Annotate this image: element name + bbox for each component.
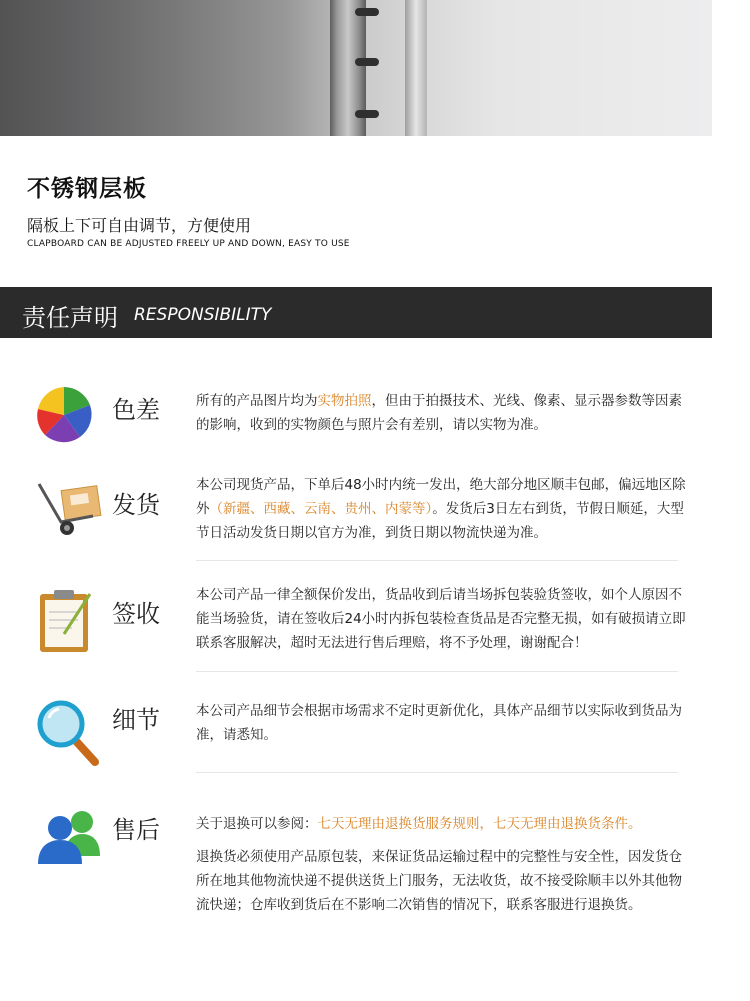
magnifier-icon — [37, 700, 103, 772]
banner-title-en: RESPONSIBILITY — [134, 305, 272, 325]
product-photo — [0, 0, 712, 136]
users-icon — [38, 808, 100, 870]
section-label: 色差 — [112, 396, 160, 424]
divider — [196, 671, 678, 672]
page-subtitle: 隔板上下可自由调节，方便使用 — [27, 216, 252, 235]
section-text: 本公司产品一律全额保价发出，货品收到后请当场拆包装验货签收，如个人原因不能当场验货，请在签收后24小时内拆包装检查货品是否完整无损，如有破损请立即联系客服解决，超时无法进行售后理赔，将不予处理，谢谢配合！ — [196, 587, 686, 651]
banner-title: 责任声明 — [22, 304, 118, 332]
section-text: 关于退换可以参阅：七天无理由退换货服务规则，七天无理由退换货条件。 退换货必须使用产品原包装，来保证货品运输过程中的完整性与安全性，因发货仓所在地其他物流快递不提供送货上门服务，无法收货，故不接受除顺丰以外其他物流快递；仓库收到货后在不影响二次销售的情况下，联系客服进行退换货。 — [196, 816, 682, 913]
section-label: 发货 — [112, 491, 160, 519]
section-text: 本公司现货产品，下单后48小时内统一发出，绝大部分地区顺丰包邮，偏远地区除外（新疆、西藏、云南、贵州、内蒙等）。发货后3日左右到货，节假日顺延，大型节日活动发货日期以官方为准，到货日期以物流快递为准。 — [196, 477, 686, 541]
section-text: 本公司产品细节会根据市场需求不定时更新优化，具体产品细节以实际收到货品为准，请悉知。 — [196, 703, 682, 743]
pie-chart-icon — [35, 385, 97, 447]
divider — [196, 772, 678, 773]
hand-truck-icon — [35, 478, 105, 544]
divider — [196, 560, 678, 561]
section-text: 所有的产品图片均为实物拍照，但由于拍摄技术、光线、像素、显示器参数等因素的影响，收到的实物颜色与照片会有差别，请以实物为准。 — [196, 393, 682, 433]
section-label: 签收 — [112, 600, 160, 628]
page-title: 不锈钢层板 — [27, 176, 147, 202]
responsibility-banner — [0, 287, 712, 338]
section-label: 售后 — [112, 816, 160, 844]
clipboard-icon — [38, 588, 94, 658]
section-label: 细节 — [112, 706, 160, 734]
page-subtitle-en: CLAPBOARD CAN BE ADJUSTED FREELY UP AND DOWN, EASY TO USE — [27, 239, 350, 249]
